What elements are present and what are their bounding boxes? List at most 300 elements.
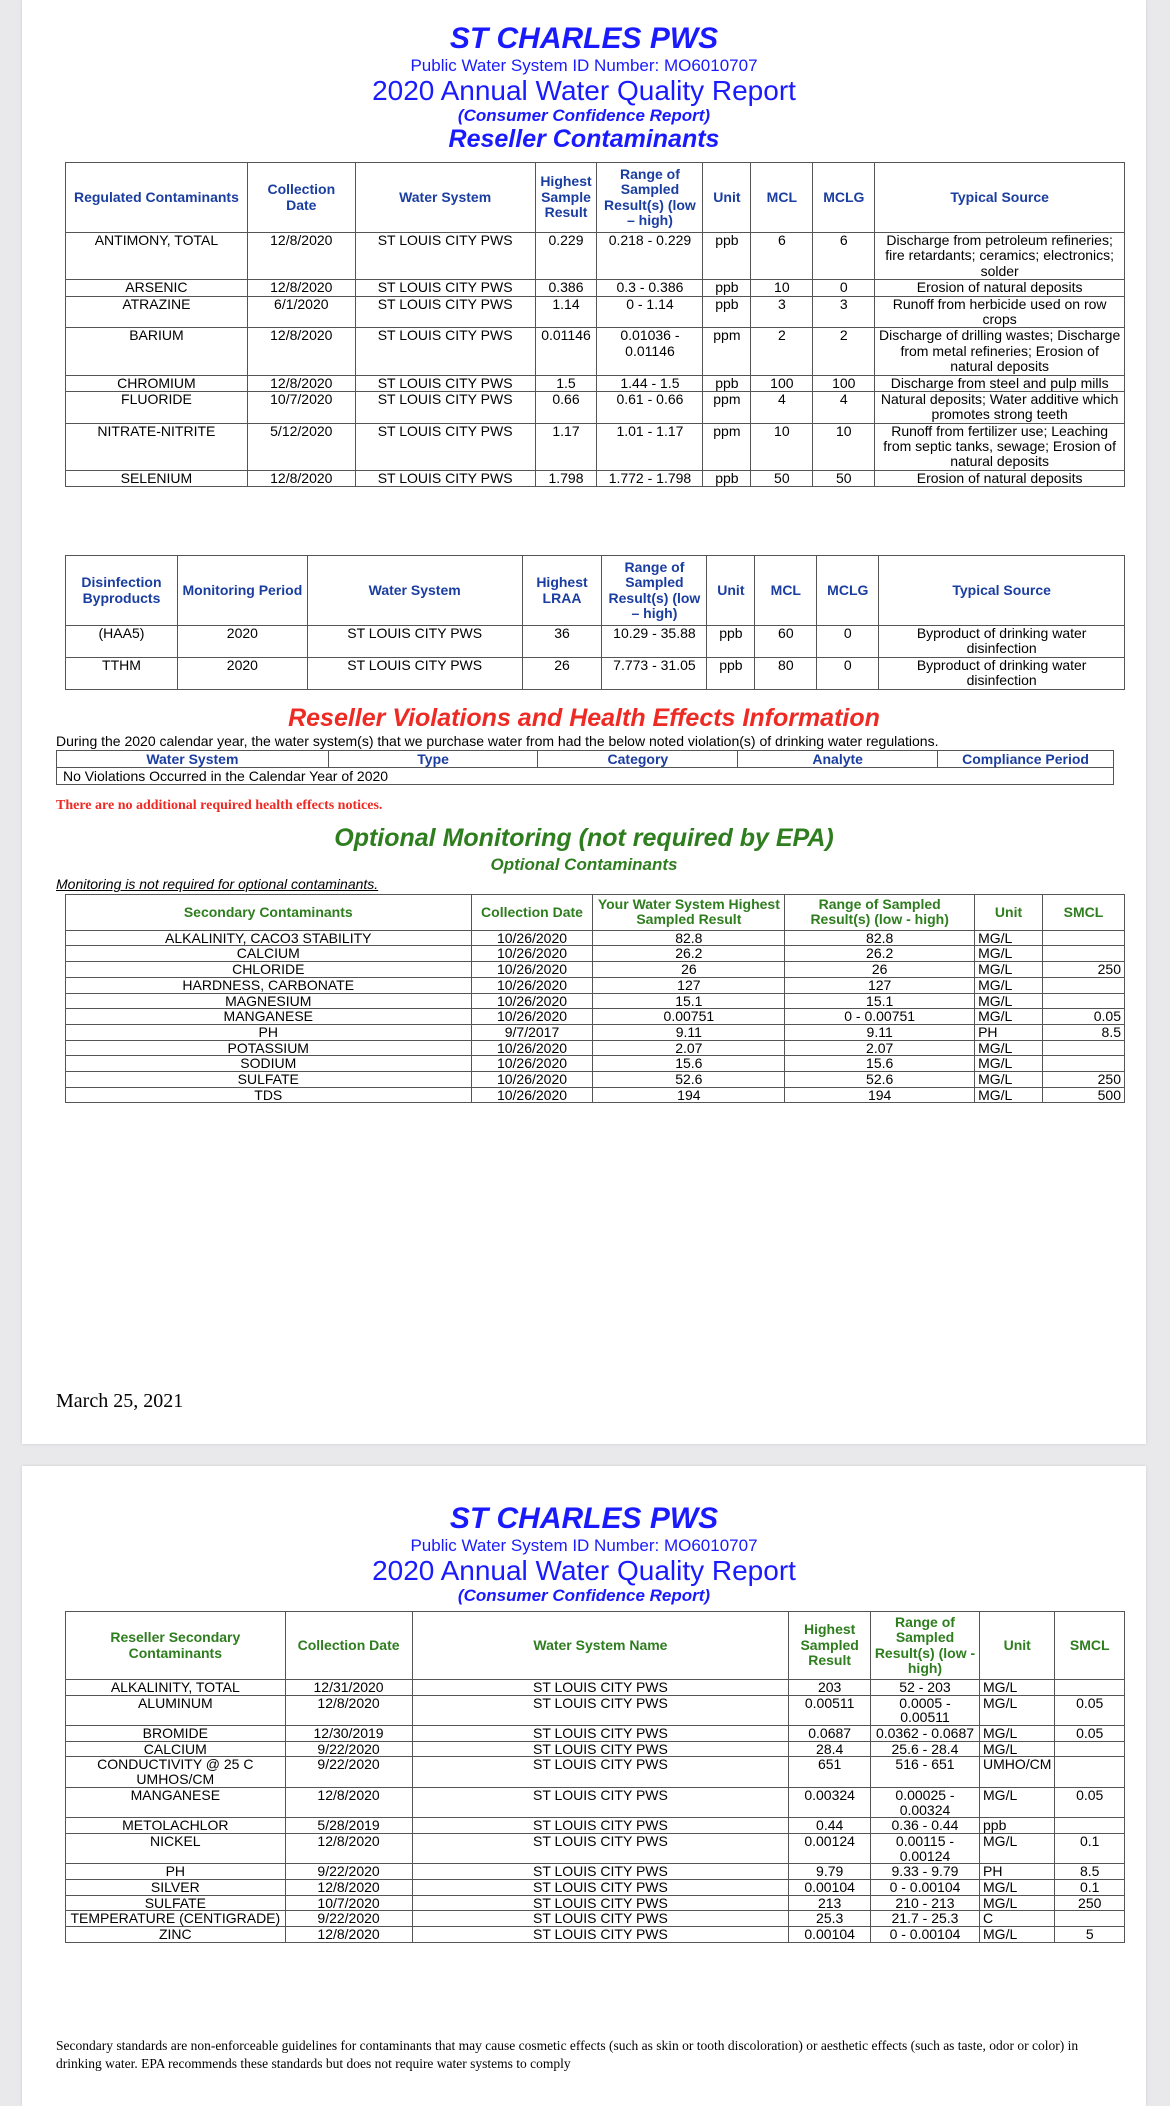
table-row — [66, 1787, 1125, 1817]
table-cell: 250 — [1055, 1895, 1125, 1911]
table-cell: 12/8/2020 — [285, 1879, 412, 1895]
col-header: Unit — [707, 556, 755, 626]
table-cell: 60 — [755, 626, 817, 658]
table-cell: 10/26/2020 — [471, 962, 593, 978]
table-cell: 10/26/2020 — [471, 1071, 593, 1087]
table-cell: 0 — [817, 657, 879, 689]
table-cell: 210 - 213 — [870, 1895, 979, 1911]
table-cell: 1.5 — [535, 375, 597, 391]
table-cell: 28.4 — [789, 1741, 871, 1757]
table-cell: ppb — [703, 233, 751, 280]
table-cell: 50 — [813, 470, 875, 486]
col-header: Water System — [355, 163, 535, 233]
table-cell: 1.17 — [535, 423, 597, 470]
table-row — [66, 1071, 1125, 1087]
table-cell — [1043, 946, 1125, 962]
table-cell: 12/8/2020 — [285, 1695, 412, 1725]
table-cell: 26 — [785, 962, 975, 978]
table-cell: MG/L — [975, 1056, 1043, 1072]
table-cell: 12/8/2020 — [285, 1787, 412, 1817]
table-cell: 4 — [813, 391, 875, 423]
col-header: Range of Sampled Result(s) (low – high) — [597, 163, 703, 233]
table-cell: MG/L — [980, 1833, 1055, 1863]
table-cell: Natural deposits; Water additive which promotes strong teeth — [875, 391, 1125, 423]
table-cell: ppb — [980, 1818, 1055, 1834]
col-header: Range of Sampled Result(s) (low - high) — [785, 895, 975, 931]
table-cell: 0.01036 - 0.01146 — [597, 328, 703, 375]
table-cell: 5 — [1055, 1927, 1125, 1943]
health-effects-note: There are no additional required health effects notices. — [56, 798, 383, 813]
table-cell: 5/12/2020 — [247, 423, 355, 470]
col-header: Reseller Secondary Contaminants — [66, 1612, 286, 1680]
table-cell: MG/L — [975, 993, 1043, 1009]
table-cell: CONDUCTIVITY @ 25 C UMHOS/CM — [66, 1757, 286, 1787]
col-header: Analyte — [738, 751, 938, 768]
table-cell: 0.0005 - 0.00511 — [870, 1695, 979, 1725]
col-header: Collection Date — [285, 1612, 412, 1680]
table-cell: 10/26/2020 — [471, 993, 593, 1009]
col-header: Highest Sampled Result — [789, 1612, 871, 1680]
table-cell: 250 — [1043, 1071, 1125, 1087]
table-cell: ST LOUIS CITY PWS — [307, 626, 522, 658]
col-header: Collection Date — [471, 895, 593, 931]
table-cell: 12/8/2020 — [247, 280, 355, 296]
table-cell: 9/22/2020 — [285, 1757, 412, 1787]
table-cell: 516 - 651 — [870, 1757, 979, 1787]
table-cell: MG/L — [980, 1787, 1055, 1817]
table-cell: 6 — [751, 233, 813, 280]
table-cell: 8.5 — [1055, 1864, 1125, 1880]
table-cell: 500 — [1043, 1087, 1125, 1103]
table-row — [66, 280, 1125, 296]
table-cell: 12/8/2020 — [247, 375, 355, 391]
table-cell: 1.798 — [535, 470, 597, 486]
table-row — [66, 1879, 1125, 1895]
table-cell: Discharge of drilling wastes; Discharge from metal refineries; Erosion of natural deposits — [875, 328, 1125, 375]
table-cell: Discharge from petroleum refineries; fire retardants; ceramics; electronics; solder — [875, 233, 1125, 280]
table-row — [66, 328, 1125, 375]
page1-header — [22, 22, 1146, 153]
table-cell: 10/26/2020 — [471, 946, 593, 962]
col-header: Type — [328, 751, 538, 768]
table-cell: 26 — [593, 962, 785, 978]
table-cell: ST LOUIS CITY PWS — [355, 280, 535, 296]
table-cell: METOLACHLOR — [66, 1818, 286, 1834]
table-row — [66, 977, 1125, 993]
table-cell: 2.07 — [593, 1040, 785, 1056]
table-cell: 9.79 — [789, 1864, 871, 1880]
table-cell: 0.05 — [1043, 1009, 1125, 1025]
table-cell: SELENIUM — [66, 470, 248, 486]
table-cell: ST LOUIS CITY PWS — [355, 391, 535, 423]
table-cell: 10/26/2020 — [471, 930, 593, 946]
system-id: Public Water System ID Number: MO6010707 — [410, 1535, 758, 1555]
table-cell: 0.00104 — [789, 1879, 871, 1895]
table-cell: ppm — [703, 391, 751, 423]
table-cell: ppb — [707, 626, 755, 658]
table-row — [66, 1833, 1125, 1863]
table-cell: 52 - 203 — [870, 1680, 979, 1696]
col-header: Secondary Contaminants — [66, 895, 472, 931]
system-id: Public Water System ID Number: MO6010707 — [410, 55, 758, 75]
reseller-title: Reseller Contaminants — [448, 125, 720, 154]
table-cell: 10/26/2020 — [471, 1087, 593, 1103]
table-cell: ANTIMONY, TOTAL — [66, 233, 248, 280]
table-row — [66, 1818, 1125, 1834]
table-cell: 194 — [785, 1087, 975, 1103]
table-cell: 2020 — [177, 626, 307, 658]
table-row — [66, 657, 1125, 689]
table-cell: 0.1 — [1055, 1833, 1125, 1863]
table-cell: 0 - 0.00104 — [870, 1927, 979, 1943]
table-cell: ATRAZINE — [66, 296, 248, 328]
table-cell: 0 - 0.00751 — [785, 1009, 975, 1025]
table-cell: 0.218 - 0.229 — [597, 233, 703, 280]
table-cell: CHROMIUM — [66, 375, 248, 391]
table-cell: 2 — [813, 328, 875, 375]
table-row — [66, 233, 1125, 280]
table-cell — [1043, 977, 1125, 993]
table-cell: 2 — [751, 328, 813, 375]
optional-contaminants-subtitle: Optional Contaminants — [490, 855, 678, 874]
table-cell: ST LOUIS CITY PWS — [355, 233, 535, 280]
table-cell: ST LOUIS CITY PWS — [412, 1927, 789, 1943]
table-row — [66, 946, 1125, 962]
table-row — [66, 1087, 1125, 1103]
table-cell — [1043, 1056, 1125, 1072]
col-header: Typical Source — [879, 556, 1125, 626]
table-cell: 50 — [751, 470, 813, 486]
table-cell: ST LOUIS CITY PWS — [412, 1787, 789, 1817]
table-cell: 25.6 - 28.4 — [870, 1741, 979, 1757]
report-date: March 25, 2021 — [56, 1390, 184, 1412]
table-cell: 0 — [813, 280, 875, 296]
col-header: Category — [538, 751, 738, 768]
table-cell: 2020 — [177, 657, 307, 689]
col-header: MCLG — [813, 163, 875, 233]
table-cell: 26.2 — [785, 946, 975, 962]
table-cell: 52.6 — [785, 1071, 975, 1087]
table-cell: 10/26/2020 — [471, 1040, 593, 1056]
table-cell: (HAA5) — [66, 626, 178, 658]
col-header: MCLG — [817, 556, 879, 626]
table-cell: CALCIUM — [66, 1741, 286, 1757]
table-cell: 10/26/2020 — [471, 1056, 593, 1072]
table-cell: 0.00115 - 0.00124 — [870, 1833, 979, 1863]
table-cell: ALKALINITY, CACO3 STABILITY — [66, 930, 472, 946]
table-cell: FLUORIDE — [66, 391, 248, 423]
table-cell: 0.61 - 0.66 — [597, 391, 703, 423]
table-cell: 15.1 — [593, 993, 785, 1009]
table-cell: 26.2 — [593, 946, 785, 962]
table-cell — [1055, 1818, 1125, 1834]
table-cell: MG/L — [975, 977, 1043, 993]
table-cell — [1055, 1680, 1125, 1696]
table-cell: 1.01 - 1.17 — [597, 423, 703, 470]
table-cell: Runoff from fertilizer use; Leaching from septic tanks, sewage; Erosion of natural deposits — [875, 423, 1125, 470]
table-cell: 100 — [751, 375, 813, 391]
table-row — [66, 423, 1125, 470]
table-cell: SULFATE — [66, 1071, 472, 1087]
table-row — [66, 375, 1125, 391]
table-cell: ST LOUIS CITY PWS — [412, 1879, 789, 1895]
table-cell: 0.0687 — [789, 1726, 871, 1742]
table-row — [66, 1695, 1125, 1725]
table-cell: PH — [66, 1024, 472, 1040]
table-cell — [1043, 1040, 1125, 1056]
table-cell: 194 — [593, 1087, 785, 1103]
table-cell: 12/8/2020 — [247, 233, 355, 280]
table-cell: MG/L — [980, 1680, 1055, 1696]
table-cell: 0.05 — [1055, 1695, 1125, 1725]
table-cell: 10/26/2020 — [471, 977, 593, 993]
table-cell: CHLORIDE — [66, 962, 472, 978]
table-cell: Erosion of natural deposits — [875, 470, 1125, 486]
col-header: Unit — [703, 163, 751, 233]
table-cell: 21.7 - 25.3 — [870, 1911, 979, 1927]
table-cell: PH — [980, 1864, 1055, 1880]
table-cell: ppb — [703, 280, 751, 296]
table-cell: 25.3 — [789, 1911, 871, 1927]
table-cell: 9/22/2020 — [285, 1911, 412, 1927]
table-cell: 127 — [593, 977, 785, 993]
table-cell: 0.05 — [1055, 1787, 1125, 1817]
col-header: Water System — [57, 751, 329, 768]
table-cell: 12/30/2019 — [285, 1726, 412, 1742]
table-cell: ST LOUIS CITY PWS — [355, 375, 535, 391]
table-cell: 100 — [813, 375, 875, 391]
col-header: Your Water System Highest Sampled Result — [593, 895, 785, 931]
violations-intro: During the 2020 calendar year, the water system(s) that we purchase water from had the below noted violation(s) of drinking water regulations. — [56, 733, 939, 749]
col-header: Unit — [980, 1612, 1055, 1680]
table-cell: ppb — [707, 657, 755, 689]
table-cell: ALUMINUM — [66, 1695, 286, 1725]
table-cell: 0.00324 — [789, 1787, 871, 1817]
table-cell: ST LOUIS CITY PWS — [412, 1895, 789, 1911]
regulated-contaminants-table — [65, 162, 1125, 487]
table-cell: ppb — [703, 375, 751, 391]
table-cell: Discharge from steel and pulp mills — [875, 375, 1125, 391]
table-cell: UMHO/CM — [980, 1757, 1055, 1787]
table-cell: 80 — [755, 657, 817, 689]
table-cell: C — [980, 1911, 1055, 1927]
table-cell: 250 — [1043, 962, 1125, 978]
table-row — [66, 626, 1125, 658]
table-cell: 10/7/2020 — [285, 1895, 412, 1911]
table-cell: MG/L — [980, 1895, 1055, 1911]
table-cell: 15.1 — [785, 993, 975, 1009]
table-cell: 26 — [522, 657, 602, 689]
col-header: Highest LRAA — [522, 556, 602, 626]
col-header: Range of Sampled Result(s) (low - high) — [870, 1612, 979, 1680]
table-row — [66, 470, 1125, 486]
ccr-subtitle: (Consumer Confidence Report) — [457, 105, 711, 125]
table-cell: 8.5 — [1043, 1024, 1125, 1040]
table-row — [66, 1009, 1125, 1025]
table-cell: Byproduct of drinking water disinfection — [879, 657, 1125, 689]
col-header: Disinfection Byproducts — [66, 556, 178, 626]
reseller-secondary-table — [65, 1611, 1125, 1943]
table-cell: 82.8 — [593, 930, 785, 946]
table-cell: MG/L — [980, 1695, 1055, 1725]
table-row — [66, 930, 1125, 946]
table-cell: MG/L — [975, 1071, 1043, 1087]
ccr-subtitle: (Consumer Confidence Report) — [457, 1585, 711, 1605]
table-cell: 12/8/2020 — [247, 328, 355, 375]
table-cell: ARSENIC — [66, 280, 248, 296]
table-cell: 0.386 — [535, 280, 597, 296]
col-header: Water System Name — [412, 1612, 789, 1680]
table-cell: 12/8/2020 — [285, 1927, 412, 1943]
table-cell: Runoff from herbicide used on row crops — [875, 296, 1125, 328]
table-cell: ST LOUIS CITY PWS — [412, 1864, 789, 1880]
table-cell: ST LOUIS CITY PWS — [355, 470, 535, 486]
table-cell: 10/7/2020 — [247, 391, 355, 423]
col-header: SMCL — [1043, 895, 1125, 931]
table-row — [66, 1024, 1125, 1040]
table-cell: 0 — [817, 626, 879, 658]
table-cell: ST LOUIS CITY PWS — [412, 1833, 789, 1863]
table-cell — [1043, 993, 1125, 1009]
table-cell — [1043, 930, 1125, 946]
table-cell: 0.00751 — [593, 1009, 785, 1025]
table-cell: 3 — [751, 296, 813, 328]
table-cell: 15.6 — [785, 1056, 975, 1072]
table-cell: 6 — [813, 233, 875, 280]
table-cell: 7.773 - 31.05 — [602, 657, 707, 689]
table-cell: 127 — [785, 977, 975, 993]
secondary-standards-footnote: Secondary standards are non-enforceable guidelines for contaminants that may cause cosmetic effects (such as skin or tooth discoloration) or aesthetic effects (such as taste, odor or color) in drinking water. EPA recommends these standards but does not require water systems to comply — [56, 2038, 1079, 2071]
report-page-2 — [22, 1466, 1146, 2106]
table-cell: MG/L — [975, 946, 1043, 962]
table-cell: ALKALINITY, TOTAL — [66, 1680, 286, 1696]
col-header: Range of Sampled Result(s) (low – high) — [602, 556, 707, 626]
table-cell: 0.05 — [1055, 1726, 1125, 1742]
table-cell: 9.11 — [593, 1024, 785, 1040]
table-cell: MG/L — [975, 1087, 1043, 1103]
table-row — [66, 1911, 1125, 1927]
col-header: Unit — [975, 895, 1043, 931]
col-header: Highest Sample Result — [535, 163, 597, 233]
table-cell: MANGANESE — [66, 1009, 472, 1025]
table-row — [66, 1864, 1125, 1880]
table-cell: 0.00025 - 0.00324 — [870, 1787, 979, 1817]
table-cell: NICKEL — [66, 1833, 286, 1863]
table-cell: ppb — [703, 470, 751, 486]
col-header: Water System — [307, 556, 522, 626]
violations-table — [56, 750, 1114, 785]
table-row — [66, 1680, 1125, 1696]
table-cell: 9/22/2020 — [285, 1864, 412, 1880]
table-row — [66, 1056, 1125, 1072]
table-cell: 9/7/2017 — [471, 1024, 593, 1040]
table-cell: TEMPERATURE (CENTIGRADE) — [66, 1911, 286, 1927]
table-cell: 6/1/2020 — [247, 296, 355, 328]
table-cell: ST LOUIS CITY PWS — [412, 1818, 789, 1834]
table-row — [66, 962, 1125, 978]
table-cell: 15.6 — [593, 1056, 785, 1072]
col-header: Compliance Period — [938, 751, 1114, 768]
table-cell: ST LOUIS CITY PWS — [412, 1695, 789, 1725]
table-cell: 1.44 - 1.5 — [597, 375, 703, 391]
table-cell: ppm — [703, 328, 751, 375]
table-cell: 0.44 — [789, 1818, 871, 1834]
table-row — [66, 391, 1125, 423]
disinfection-byproducts-table — [65, 555, 1125, 690]
table-row — [66, 296, 1125, 328]
table-cell: 9.33 - 9.79 — [870, 1864, 979, 1880]
table-cell: MANGANESE — [66, 1787, 286, 1817]
table-cell: TTHM — [66, 657, 178, 689]
table-row — [66, 993, 1125, 1009]
col-header: Monitoring Period — [177, 556, 307, 626]
table-cell: 10 — [751, 423, 813, 470]
table-cell: 0.00124 — [789, 1833, 871, 1863]
table-cell: MG/L — [980, 1741, 1055, 1757]
table-cell: BARIUM — [66, 328, 248, 375]
table-cell: ST LOUIS CITY PWS — [412, 1911, 789, 1927]
table-row — [66, 1757, 1125, 1787]
table-cell: MG/L — [980, 1927, 1055, 1943]
table-cell: HARDNESS, CARBONATE — [66, 977, 472, 993]
table-cell: 213 — [789, 1895, 871, 1911]
table-cell: 0.36 - 0.44 — [870, 1818, 979, 1834]
table-cell: NITRATE-NITRITE — [66, 423, 248, 470]
table-cell: 0.0362 - 0.0687 — [870, 1726, 979, 1742]
table-cell: MG/L — [975, 962, 1043, 978]
table-cell: 0.00511 — [789, 1695, 871, 1725]
table-cell: SODIUM — [66, 1056, 472, 1072]
violations-title: Reseller Violations and Health Effects Information — [288, 704, 880, 732]
table-cell: MG/L — [980, 1726, 1055, 1742]
no-violations-row: No Violations Occurred in the Calendar Year of 2020 — [57, 768, 1114, 785]
table-cell: CALCIUM — [66, 946, 472, 962]
table-cell: POTASSIUM — [66, 1040, 472, 1056]
table-cell: 10/26/2020 — [471, 1009, 593, 1025]
table-cell: MG/L — [975, 1009, 1043, 1025]
table-cell: 52.6 — [593, 1071, 785, 1087]
report-page-1 — [22, 0, 1146, 1444]
table-cell: Byproduct of drinking water disinfection — [879, 626, 1125, 658]
table-cell: 12/8/2020 — [285, 1833, 412, 1863]
table-cell: 10.29 - 35.88 — [602, 626, 707, 658]
optional-note: Monitoring is not required for optional contaminants. — [56, 876, 379, 892]
table-cell: 82.8 — [785, 930, 975, 946]
table-cell — [1055, 1911, 1125, 1927]
table-cell: 2.07 — [785, 1040, 975, 1056]
table-cell: 203 — [789, 1680, 871, 1696]
table-cell: TDS — [66, 1087, 472, 1103]
optional-monitoring-title: Optional Monitoring (not required by EPA) — [334, 824, 834, 852]
table-cell: PH — [975, 1024, 1043, 1040]
table-row — [66, 1895, 1125, 1911]
table-cell: 0.01146 — [535, 328, 597, 375]
table-cell: 1.772 - 1.798 — [597, 470, 703, 486]
table-cell: ST LOUIS CITY PWS — [355, 423, 535, 470]
table-cell: 12/8/2020 — [247, 470, 355, 486]
table-row — [66, 1927, 1125, 1943]
col-header: MCL — [755, 556, 817, 626]
table-cell: 0.3 - 0.386 — [597, 280, 703, 296]
table-cell: ST LOUIS CITY PWS — [412, 1726, 789, 1742]
table-cell: 651 — [789, 1757, 871, 1787]
table-cell — [1055, 1741, 1125, 1757]
table-cell: 9.11 — [785, 1024, 975, 1040]
table-cell: ZINC — [66, 1927, 286, 1943]
table-cell: MAGNESIUM — [66, 993, 472, 1009]
table-cell: SULFATE — [66, 1895, 286, 1911]
col-header: MCL — [751, 163, 813, 233]
